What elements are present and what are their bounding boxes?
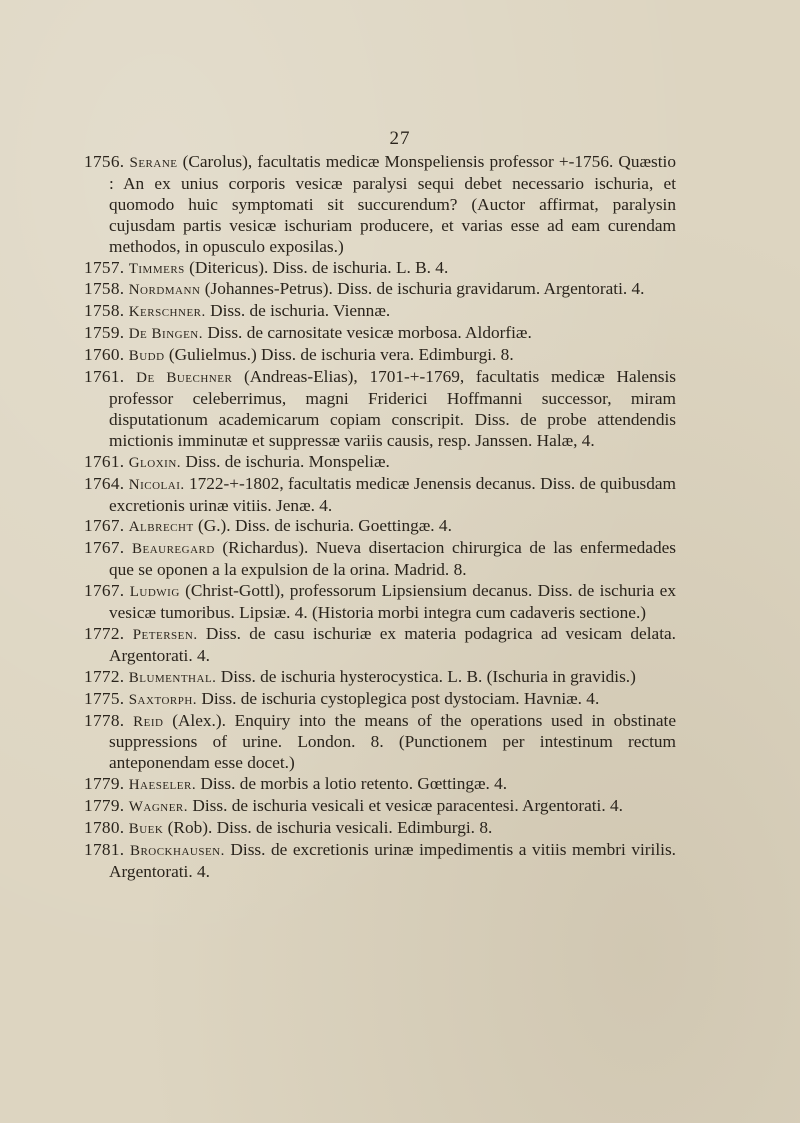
entry-year: 1764. (84, 473, 125, 493)
entry-year: 1781. (84, 840, 125, 859)
entry-year: 1778. (84, 710, 125, 730)
entry-year: 1767. (84, 538, 125, 558)
entry-year: 1779. (84, 774, 125, 794)
entry-author: Ludwig (129, 584, 180, 601)
entry-year: 1761. (84, 367, 125, 387)
bibliography-entry (84, 711, 676, 775)
bibliography-entry (84, 345, 676, 367)
bibliography-entry (84, 152, 676, 258)
entry-author: Brockhausen. (129, 843, 225, 859)
bibliography-entry (84, 581, 676, 624)
entry-text: Diss. de ischuria vesicali et vesicæ paracentesi. Argentorati. 4. (188, 796, 623, 816)
entry-author: Kerschner. (128, 304, 206, 321)
bibliography-entry (84, 796, 676, 818)
entry-year: 1772. (84, 623, 125, 643)
entry-author: Saxtorph. (128, 691, 198, 708)
entry-text: Diss. de casu ischuriæ ex materia podagrica ad vesicam delata. Argentorati. 4. (109, 623, 676, 665)
entry-text: (Ditericus). Diss. de ischuria. L. B. 4. (184, 257, 449, 277)
entry-author: Serane (129, 155, 178, 171)
entry-author: Budd (128, 348, 165, 365)
entry-text: Diss. de carnositate vesicæ morbosa. Aldorfiæ. (203, 323, 532, 343)
entry-year: 1760. (84, 345, 125, 365)
entry-text: Diss. de excretionis urinæ impedimentis a vitiis membri virilis. Argentorati. 4. (109, 840, 676, 881)
entry-text: (Andreas-Elias), 1701-+-1769, facultatis medicæ Halensis professor celeberrimus, magni Friderici Hoffmanni successor, miram disputationum academicarum copiam conscripit. Diss. de probe attendendis mictionis imminutæ et suppressæ variis causis, resp. Janssen. Halæ, 4. (109, 367, 676, 450)
entry-text: (Christ-Gottl), professorum Lipsiensium decanus. Diss. de ischuria ex vesicæ tumoribus. Lipsiæ. 4. (Historia morbi integra cum cadaveris sectione.) (109, 581, 676, 623)
bibliography-entry (84, 818, 676, 840)
entry-text: Diss. de ischuria hysterocystica. L. B. (Ischuria in gravidis.) (216, 666, 636, 686)
entry-text: Diss. de ischuria. Viennæ. (205, 301, 391, 321)
bibliography-entry (84, 516, 676, 538)
entry-year: 1758. (84, 279, 125, 299)
bibliography-entry (84, 689, 676, 711)
entry-year: 1761. (84, 451, 125, 471)
entry-year: 1767. (84, 581, 125, 601)
entry-text: (Johannes-Petrus). Diss. de ischuria gravidarum. Argentorati. 4. (200, 279, 645, 299)
bibliography-entry (84, 452, 676, 474)
entry-text: 1722-+-1802, facultatis medicæ Jenensis decanus. Diss. de quibusdam excretionis urinæ vitiis. Jenæ. 4. (109, 473, 676, 515)
entry-year: 1780. (84, 818, 125, 838)
entry-text: (Rob). Diss. de ischuria vesicali. Edimburgi. 8. (163, 818, 493, 838)
bibliography-entry (84, 538, 676, 581)
entry-year: 1775. (84, 688, 125, 708)
entry-text: (Alex.). Enquiry into the means of the operations used in obstinate suppressions of urine. London. 8. (Punctionem per intestinum rectum anteponendam esse docet.) (109, 710, 676, 773)
entry-author: Beauregard (131, 541, 215, 558)
entry-author: Blumenthal. (128, 669, 217, 686)
entry-text: (G.). Diss. de ischuria. Goettingæ. 4. (193, 516, 452, 536)
entry-author: Buek (128, 821, 164, 838)
bibliography-list (84, 152, 676, 883)
bibliography-entry (84, 279, 676, 301)
entry-author: De Bingen. (128, 326, 203, 343)
entry-author: Timmers (128, 260, 185, 277)
entry-year: 1756. (84, 152, 125, 171)
entry-author: Haeseler. (128, 777, 197, 794)
entry-text: Diss. de ischuria cystoplegica post dystociam. Havniæ. 4. (197, 688, 600, 708)
bibliography-entry (84, 667, 676, 689)
entry-year: 1758. (84, 301, 125, 321)
entry-text: Diss. de morbis a lotio retento. Gœttingæ. 4. (196, 774, 508, 794)
entry-author: Nicolai. (128, 476, 185, 493)
entry-text: (Carolus), facultatis medicæ Monspeliensis professor +-1756. Quæstio : An ex unius corporis vesicæ paralysi sequi debet necessario ischuria, et quomodo huic symptomati sit succurendum? (Auctor affirmat, paralysin cujusdam partis vesicæ ischuriam producere, et varias esse ad eam curendam methodos, in opusculo exposilas.) (109, 152, 676, 256)
entry-text: (Gulielmus.) Diss. de ischuria vera. Edimburgi. 8. (164, 345, 514, 365)
bibliography-entry (84, 367, 676, 452)
page-number: 27 (389, 128, 411, 149)
bibliography-entry (84, 774, 676, 796)
entry-text: (Richardus). Nueva disertacion chirurgica de las enfermedades que se oponen a la expulsion de la orina. Madrid. 8. (109, 538, 676, 580)
entry-year: 1757. (84, 257, 125, 277)
entry-year: 1767. (84, 516, 125, 536)
bibliography-entry (84, 301, 676, 323)
bibliography-entry (84, 474, 676, 517)
entry-text: Diss. de ischuria. Monspeliæ. (181, 451, 390, 471)
entry-author: Albrecht (128, 519, 194, 536)
entry-author: Wagner. (128, 799, 189, 816)
entry-author: Petersen. (132, 626, 198, 643)
bibliography-entry (84, 323, 676, 345)
bibliography-entry (84, 840, 676, 883)
bibliography-entry (84, 258, 676, 280)
entry-author: Reid (133, 713, 164, 730)
entry-year: 1759. (84, 323, 125, 343)
entry-year: 1779. (84, 796, 125, 816)
bibliography-entry (84, 624, 676, 667)
entry-author: De Buechner (136, 370, 233, 387)
entry-year: 1772. (84, 666, 125, 686)
entry-author: Gloxin. (128, 454, 182, 471)
entry-author: Nordmann (128, 282, 201, 299)
